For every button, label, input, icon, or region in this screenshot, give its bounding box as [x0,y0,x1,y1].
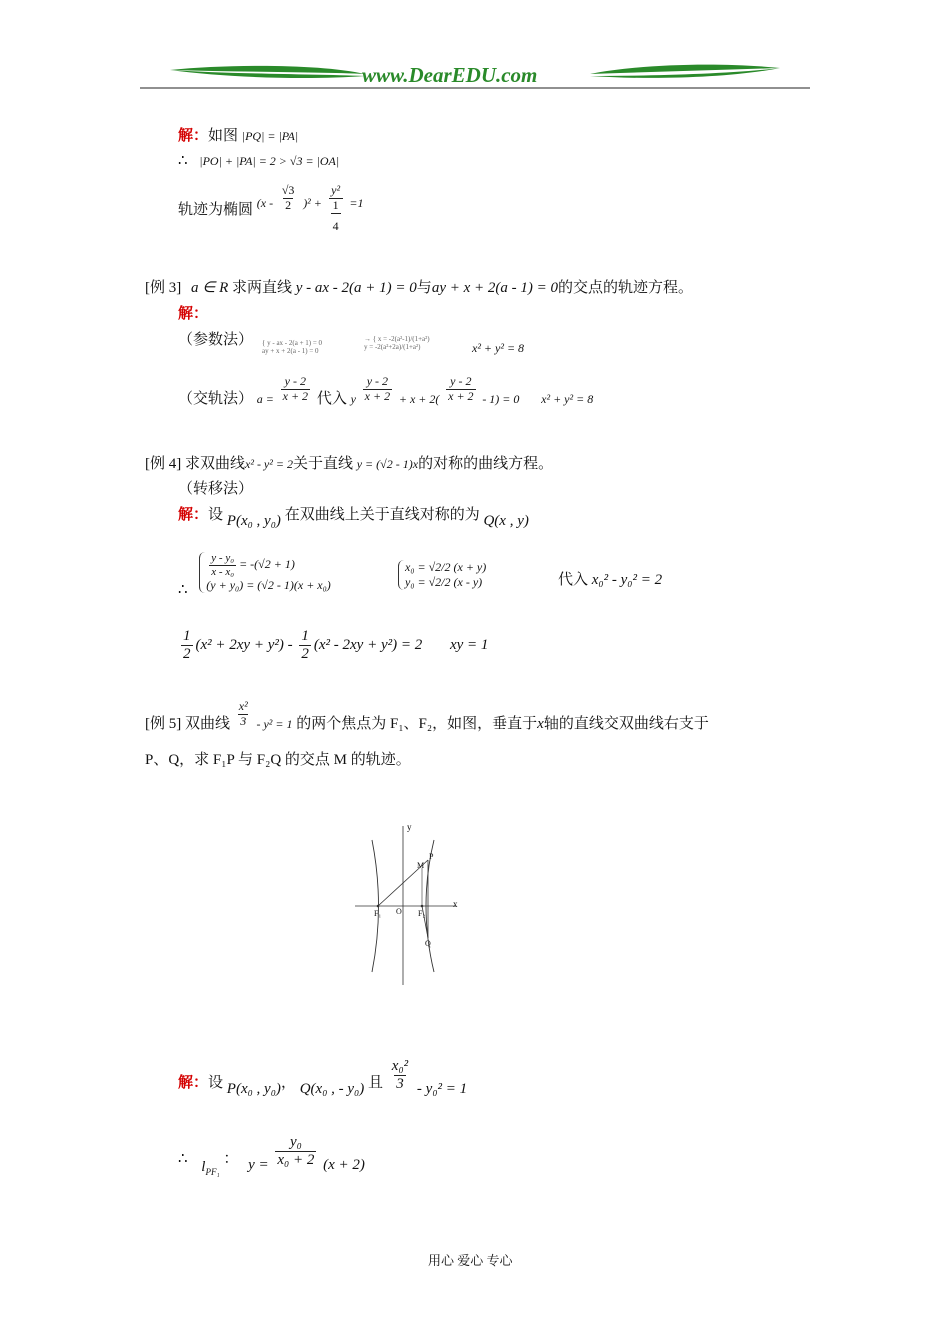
math: a ∈ R [191,280,229,296]
point-f2 [421,905,424,908]
example4-system [178,552,331,599]
solution-label: 解： [178,507,209,523]
colon: ： [223,1151,239,1168]
origin-label: O [396,907,402,916]
text: ， [280,1075,296,1092]
denominator: x + 2 [448,388,474,403]
text: 的交点的轨迹方程。 [557,280,693,296]
fraction [281,375,310,404]
denominator: x₀ + 2 [277,1152,315,1169]
method-label: （交轨法） [178,390,254,407]
math: y = (√2 - 1)x [356,457,419,471]
therefore-symbol: ∴ [178,1151,188,1168]
example3-statement [145,276,693,297]
equation: - y² = 1 [256,716,293,731]
text: 如图 [208,128,239,144]
block1-line3 [178,184,364,233]
text: 设 [208,507,224,523]
f2-label: F₂ [418,909,426,918]
fraction-half [299,628,311,664]
example3-method1 [178,328,253,349]
text: 求两直线 [231,280,292,296]
numerator: y - 2 [284,374,306,388]
equation: (x + 2) [323,1157,365,1174]
math: a = [256,391,274,406]
example4-setup [178,503,529,529]
example3-method1-tiny2 [364,335,430,351]
logo-text: www.DearEDU.com [362,63,538,87]
numerator: x₀² [391,1058,409,1074]
inner-num: 1 [332,197,339,212]
p-label: P [429,852,434,861]
example3-method2 [178,374,594,407]
denominator: x + 2 [364,388,391,403]
therefore-symbol: ∴ [178,153,188,169]
numerator: x² [238,699,248,713]
numerator: y² [331,183,341,197]
method-label: （转移法） [178,481,254,497]
example4-solution-system [398,560,486,590]
equation: y₀ = √2/2 (x - y) [405,575,483,589]
block1-line2 [178,151,339,170]
example-label: [例 3] [145,280,182,296]
equation: |PO| + |PA| = 2 > √3 = |OA| [199,154,340,168]
inner-den: 4 [331,213,341,234]
hyperbola-figure [350,820,470,990]
equation-system [199,552,331,593]
y-axis-label: y [407,822,412,832]
method-label: （参数法） [178,332,254,348]
hyperbola-graph [350,820,470,990]
footer-text: 用心 爱心 专心 [428,1253,513,1268]
denominator: 3 [396,1076,404,1093]
point-q: Q(x , y) [483,513,529,529]
eq-left: (x - [256,196,274,210]
text: 设 [208,1075,224,1092]
math: + x + 2( [398,391,440,406]
example4-substitution [558,568,662,589]
example4-final [178,628,488,664]
f1-label: F₁ [374,909,382,918]
numerator: 1 [183,628,191,644]
fraction [209,552,236,578]
math: x [537,715,544,732]
subscript: PF₁ [205,1167,220,1178]
text: 在双曲线上关于直线对称的为 [284,507,480,523]
equation: - y₀² = 1 [416,1081,468,1098]
numerator: y - y₀ [211,552,235,564]
fraction [390,1058,410,1094]
fraction [237,700,250,729]
fraction-y2-over-quarter [329,184,343,233]
text: 与 [416,280,432,296]
result: xy = 1 [449,637,489,654]
text: 代入 [316,390,347,407]
numerator: 1 [301,628,309,644]
tiny-system-line: { y - ax - 2(a + 1) = 0 [262,339,323,347]
equation-system [398,560,486,590]
point-p: P(x₀ , y₀) [226,513,281,529]
line-l: l [201,1159,206,1176]
equation: = -(√2 + 1) [239,556,295,571]
point-p: P(x₀ , y₀) [226,1081,281,1098]
text: 关于直线 [292,456,353,472]
equation: y = [248,1157,269,1174]
example5-line-equation [178,1134,365,1178]
fraction-sqrt3-over-2 [280,184,297,213]
denominator: x - x₀ [211,565,235,578]
tiny-system-line: → { x = -2(a²-1)/(1+a²) [364,335,430,343]
text: 双曲线 [185,715,231,732]
numerator: y - 2 [450,374,472,388]
numerator: √3 [281,183,295,197]
math: y [350,391,356,406]
equation: (x² - 2xy + y²) = 2 [313,637,423,654]
text: 求双曲线 [185,456,246,472]
solution-label: 解： [178,306,209,322]
example5-line2: P、Q，求 F₁P 与 F₂Q 的交点 M 的轨迹。 [145,752,411,768]
method1-result: x² + y² = 8 [472,341,525,355]
denominator: 2 [301,646,309,663]
text: 代入 [558,572,589,588]
example3-method1-tiny [262,339,322,355]
fraction-half [181,628,193,664]
example5-solution [178,1058,468,1098]
point-q: Q(x₀ , - y₀) [299,1081,365,1098]
fraction [363,375,392,404]
denominator: 3 [240,713,247,728]
denominator [329,198,343,234]
q-label: Q [425,939,431,948]
block1-line1 [178,124,298,145]
equation: |PQ| = |PA| [241,129,299,143]
point-f1 [377,905,380,908]
denominator: x + 2 [282,388,309,403]
tiny-system-line: y = -2(a²+2a)/(1+a²) [364,343,421,351]
equation: (y + y₀) = (√2 - 1)(x + x₀) [206,578,331,593]
numerator: y - 2 [366,374,389,388]
text: 轴的直线交双曲线右支于 [543,715,709,732]
text: 且 [368,1075,384,1092]
math: y - ax - 2(a + 1) = 0 [295,280,417,296]
math: ay + x + 2(a - 1) = 0 [431,280,558,296]
therefore-symbol: ∴ [178,582,188,599]
example5-statement [145,699,709,732]
text: 的对称的曲线方程。 [418,456,554,472]
line-symbol [201,1159,220,1178]
m-label: M [417,861,425,870]
example-label: [例 5] [145,715,182,732]
fraction [446,375,475,404]
eq-mid: )² + [303,196,322,210]
example4-statement [145,452,553,473]
equation: x₀² - y₀² = 2 [591,572,663,588]
denominator: 2 [285,197,292,212]
solution-label: 解： [178,128,209,144]
denominator: 2 [183,646,191,663]
text: 的两个焦点为 F₁、F₂，如图，垂直于 [296,715,538,732]
fraction [275,1134,316,1170]
solution-label: 解： [178,1075,209,1092]
numerator: y₀ [289,1134,302,1150]
eq-rhs: =1 [349,196,364,210]
text: 轨迹为椭圆 [178,202,254,218]
equation: x₀ = √2/2 (x + y) [405,560,487,574]
equation: (x² + 2xy + y²) - [195,637,293,654]
method2-result: x² + y² = 8 [541,391,594,406]
x-axis-label: x [453,899,458,909]
tiny-system-line: ay + x + 2(a - 1) = 0 [262,347,319,355]
example-label: [例 4] [145,456,182,472]
math: x² - y² = 2 [245,457,293,471]
header-logo [140,58,810,92]
math: - 1) = 0 [482,391,520,406]
